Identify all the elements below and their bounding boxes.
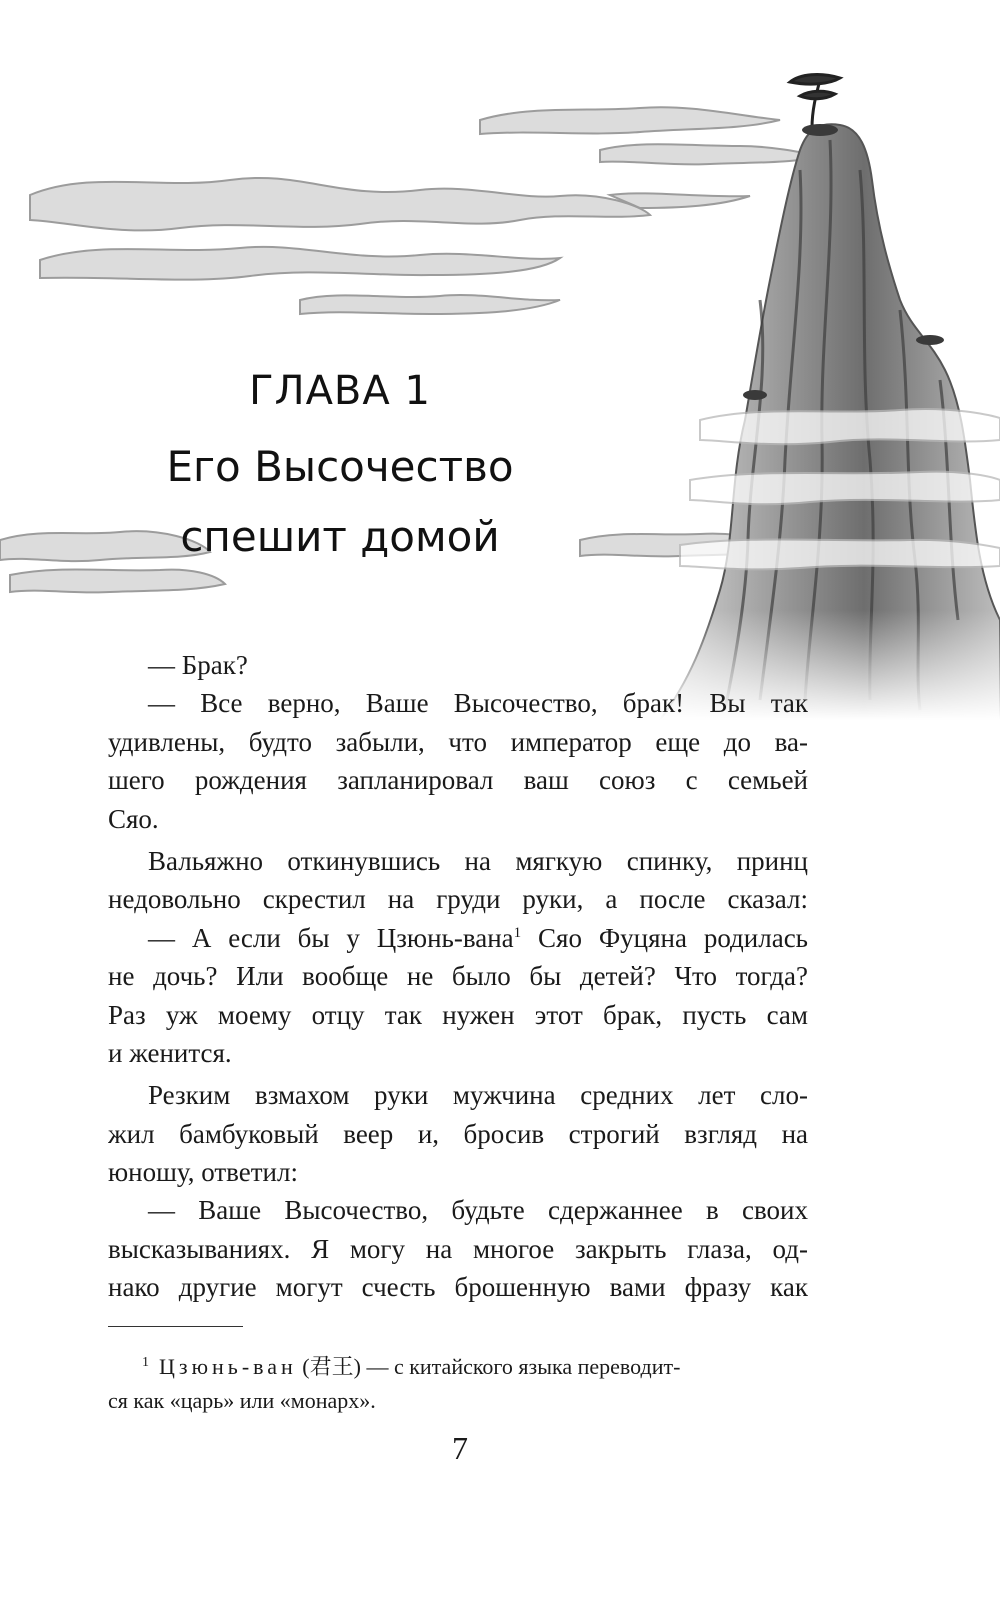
text-line: шего рождения запланировал ваш союз с семьей xyxy=(108,765,808,796)
text-line xyxy=(108,919,808,957)
text-line: юношу, ответил: xyxy=(108,1157,298,1188)
text-line: Резким взмахом руки мужчина средних лет сло- xyxy=(148,1080,808,1111)
footnote xyxy=(108,1346,808,1418)
text-line: — Брак? xyxy=(148,650,248,680)
text-line: жил бамбуковый веер и, бросив строгий взгляд на xyxy=(108,1118,808,1149)
page-number: 7 xyxy=(452,1430,468,1466)
text-line: высказываниях. Я могу на многое закрыть глаза, од- xyxy=(108,1233,808,1264)
footnote-text: (君王) — с китайского языка переводит- xyxy=(296,1354,681,1379)
body-text xyxy=(108,646,808,1307)
chapter-label: ГЛАВА 1 xyxy=(249,368,431,414)
text-line: Сяо. xyxy=(108,803,159,834)
chapter-title-line-1: Его Высочество xyxy=(166,442,514,491)
mountain-cloud-illustration xyxy=(0,0,1000,720)
footnote-term: Цзюнь-ван xyxy=(159,1354,297,1379)
text-line: недовольно скрестил на груди руки, а после сказал: xyxy=(108,884,808,915)
footnote-line-1 xyxy=(108,1346,808,1384)
text-line: и женится. xyxy=(108,1037,232,1068)
chapter-title-line-2: спешит домой xyxy=(180,512,500,561)
text-fragment: Сяо Фуцяна родилась xyxy=(521,922,808,953)
text-line: удивлены, будто забыли, что император еще до ва- xyxy=(108,726,808,757)
text-line: нако другие могут счесть брошенную вами фразу как xyxy=(108,1272,808,1303)
text-line: не дочь? Или вообще не было бы детей? Что тогда? xyxy=(108,961,808,992)
footnote-marker: 1 xyxy=(513,924,522,941)
mountain-peak xyxy=(600,75,1000,720)
text-line: Раз уж моему отцу так нужен этот брак, пусть сам xyxy=(108,999,808,1030)
text-line: — Ваше Высочество, будьте сдержаннее в своих xyxy=(148,1195,808,1226)
cloud-top-left xyxy=(30,107,820,314)
footnote-number: 1 xyxy=(142,1355,149,1370)
footnote-divider xyxy=(108,1326,243,1327)
footnote-line-2: ся как «царь» или «монарх». xyxy=(108,1388,376,1413)
text-line: — Все верно, Ваше Высочество, брак! Вы так xyxy=(148,688,808,719)
text-fragment: — А если бы у Цзюнь-вана xyxy=(148,922,514,953)
text-line: Вальяжно откинувшись на мягкую спинку, принц xyxy=(148,845,808,876)
